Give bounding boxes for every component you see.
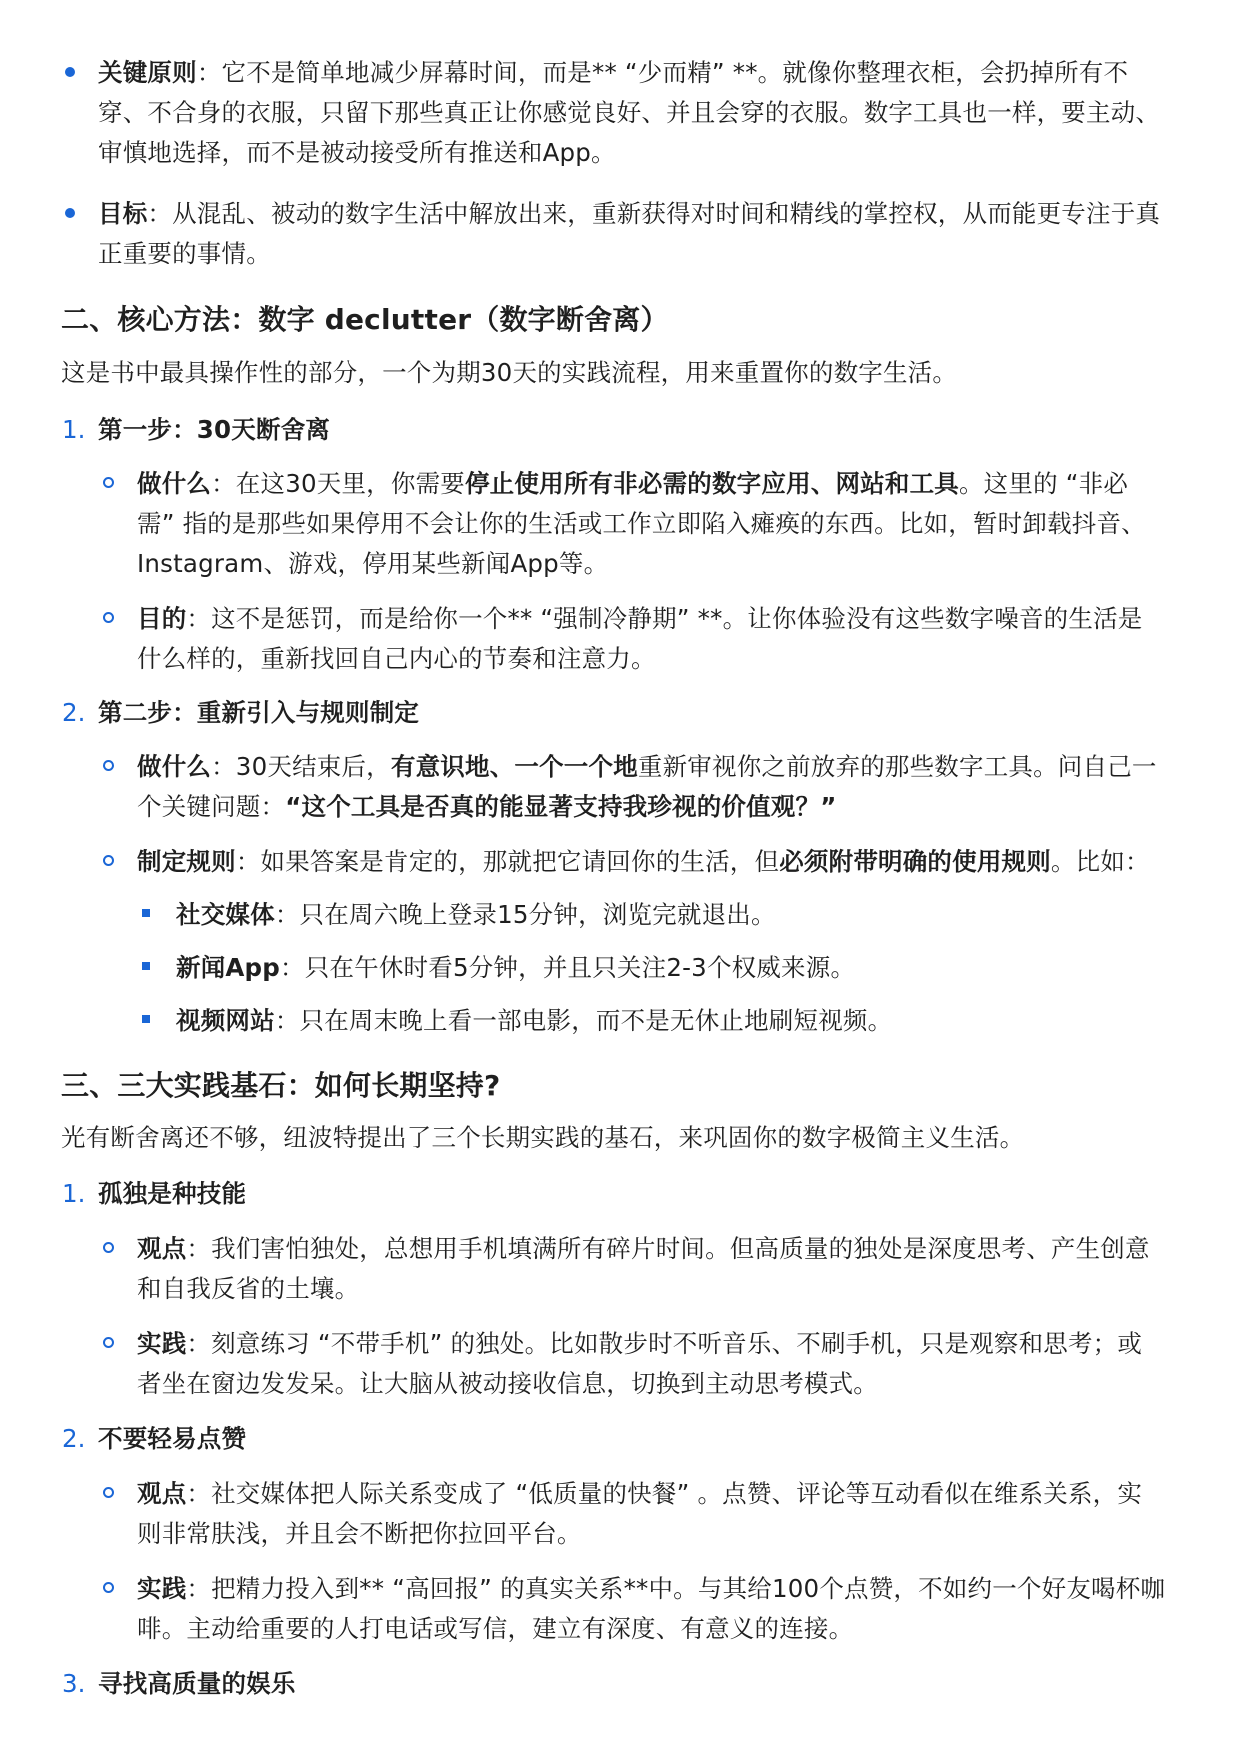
step1-what-line-1: 做什么：在这30天里，你需要停止使用所有非必需的数字应用、网站和工具。这里的 “非必 xyxy=(137,469,1129,498)
pillar1-practice-line-2: 者坐在窗边发发呆。让大脑从被动接收信息，切换到主动思考模式。 xyxy=(137,1369,878,1398)
goal-line-2: 正重要的事情。 xyxy=(98,239,271,268)
step1-what-line-3: Instagram、游戏，停用某些新闻App等。 xyxy=(137,549,609,578)
principle-line-1: 关键原则：它不是简单地减少屏幕时间，而是** “少而精” **。就像你整理衣柜，会扔掉所有不 xyxy=(98,58,1129,87)
bullet-circle xyxy=(103,477,114,488)
step2-rules-line-1: 制定规则：如果答案是肯定的，那就把它请回你的生活，但必须附带明确的使用规则。比如： xyxy=(137,847,1150,876)
pillar2-practice-line-1: 实践：把精力投入到** “高回报” 的真实关系**中。与其给100个点赞，不如约一个好友喝杯咖 xyxy=(137,1574,1166,1603)
bullet-circle xyxy=(103,612,114,623)
section-3-intro: 光有断舍离还不够，纽波特提出了三个长期实践的基石，来巩固你的数字极简主义生活。 xyxy=(61,1123,1025,1152)
rule-example-social: 社交媒体：只在周六晚上登录15分钟，浏览完就退出。 xyxy=(176,900,776,929)
bullet-dot xyxy=(65,208,75,218)
list-number: 3. xyxy=(62,1669,86,1698)
principle-line-2: 穿、不合身的衣服，只留下那些真正让你感觉良好、并且会穿的衣服。数字工具也一样，要主动、 xyxy=(98,98,1161,127)
bullet-square xyxy=(142,909,150,917)
list-number: 2. xyxy=(62,1424,86,1453)
bullet-circle xyxy=(103,855,114,866)
list-number: 2. xyxy=(62,698,86,727)
pillar1-view-line-2: 和自我反省的土壤。 xyxy=(137,1274,360,1303)
pillar1-practice-line-1: 实践：刻意练习 “不带手机” 的独处。比如散步时不听音乐、不刷手机，只是观察和思考；或 xyxy=(137,1329,1143,1358)
bullet-square xyxy=(142,962,150,970)
goal-line-1: 目标：从混乱、被动的数字生活中解放出来，重新获得对时间和精线的掌控权，从而能更专注于真 xyxy=(98,199,1161,228)
pillar-3-title: 寻找高质量的娱乐 xyxy=(98,1669,296,1698)
pillar-2-title: 不要轻易点赞 xyxy=(98,1424,247,1453)
step1-what-line-2: 需” 指的是那些如果停用不会让你的生活或工作立即陷入瘫痪的东西。比如，暂时卸载抖音、 xyxy=(137,509,1146,538)
bullet-square xyxy=(142,1015,150,1023)
section-2-heading: 二、核心方法：数字 declutter（数字断舍离） xyxy=(61,303,669,336)
step-1-title: 第一步：30天断舍离 xyxy=(98,415,331,444)
pillar-1-title: 孤独是种技能 xyxy=(98,1179,247,1208)
pillar2-view-line-1: 观点：社交媒体把人际关系变成了 “低质量的快餐” 。点赞、评论等互动看似在维系关系，实 xyxy=(137,1479,1143,1508)
rule-example-news: 新闻App：只在午休时看5分钟，并且只关注2-3个权威来源。 xyxy=(176,953,856,982)
list-number: 1. xyxy=(62,415,86,444)
step1-purpose-line-2: 什么样的，重新找回自己内心的节奏和注意力。 xyxy=(137,644,656,673)
bullet-circle xyxy=(103,1242,114,1253)
list-number: 1. xyxy=(62,1179,86,1208)
pillar2-view-line-2: 则非常肤浅，并且会不断把你拉回平台。 xyxy=(137,1519,582,1548)
principle-line-3: 审慎地选择，而不是被动接受所有推送和App。 xyxy=(98,138,616,167)
step2-what-line-2: 个关键问题：“这个工具是否真的能显著支持我珍视的价值观？” xyxy=(137,792,837,821)
step1-purpose-line-1: 目的：这不是惩罚，而是给你一个** “强制冷静期” **。让你体验没有这些数字噪音的生活是 xyxy=(137,604,1143,633)
pillar2-practice-line-2: 啡。主动给重要的人打电话或写信，建立有深度、有意义的连接。 xyxy=(137,1614,854,1643)
section-2-intro: 这是书中最具操作性的部分，一个为期30天的实践流程，用来重置你的数字生活。 xyxy=(61,358,958,387)
bullet-dot xyxy=(65,67,75,77)
bullet-circle xyxy=(103,1337,114,1348)
pillar1-view-line-1: 观点：我们害怕独处，总想用手机填满所有碎片时间。但高质量的独处是深度思考、产生创意 xyxy=(137,1234,1150,1263)
bullet-circle xyxy=(103,760,114,771)
bullet-circle xyxy=(103,1487,114,1498)
rule-example-video: 视频网站：只在周末晚上看一部电影，而不是无休止地刷短视频。 xyxy=(176,1006,893,1035)
section-3-heading: 三、三大实践基石：如何长期坚持? xyxy=(61,1069,501,1102)
step-2-title: 第二步：重新引入与规则制定 xyxy=(98,698,420,727)
bullet-circle xyxy=(103,1582,114,1593)
step2-what-line-1: 做什么：30天结束后，有意识地、一个一个地重新审视你之前放弃的那些数字工具。问自己一 xyxy=(137,752,1157,781)
